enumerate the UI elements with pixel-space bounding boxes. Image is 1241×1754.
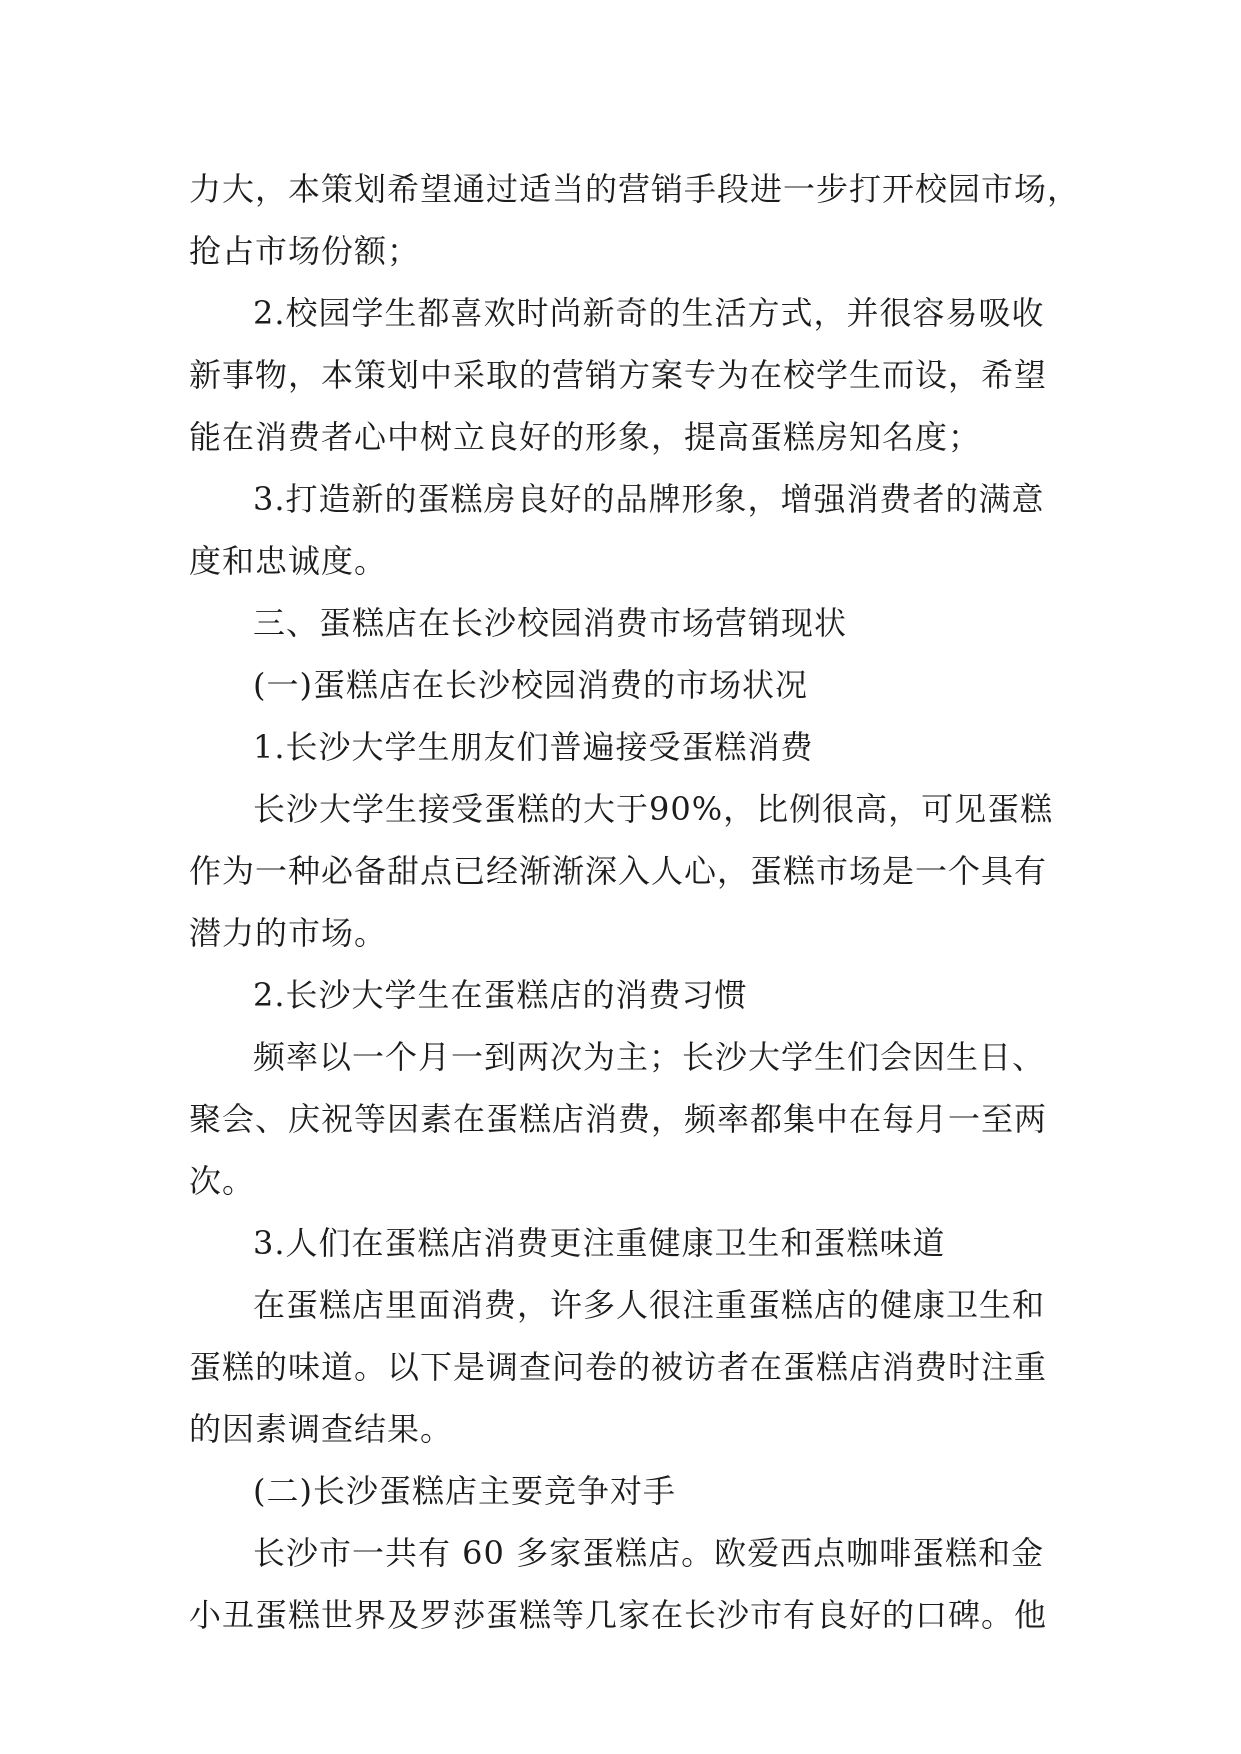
text-line: 的因素调查结果。 [189, 1410, 454, 1448]
item-heading: 2.长沙大学生在蛋糕店的消费习惯 [253, 976, 748, 1014]
text-line: 潜力的市场。 [189, 914, 388, 952]
text-line: 小丑蛋糕世界及罗莎蛋糕等几家在长沙市有良好的口碑。他 [189, 1596, 1048, 1634]
text-line: 3.打造新的蛋糕房良好的品牌形象，增强消费者的满意 [253, 480, 1045, 518]
text-line: 新事物，本策划中采取的营销方案专为在校学生而设，希望 [189, 356, 1048, 394]
text-line: 度和忠诚度。 [189, 542, 388, 580]
text-line: 次。 [189, 1162, 256, 1200]
text-line: 能在消费者心中树立良好的形象，提高蛋糕房知名度； [189, 418, 982, 456]
text-line: 频率以一个月一到两次为主；长沙大学生们会因生日、 [253, 1038, 1046, 1076]
subsection-heading: (一)蛋糕店在长沙校园消费的市场状况 [253, 666, 808, 704]
text-line: 力大，本策划希望通过适当的营销手段进一步打开校园市场， [189, 170, 1081, 208]
body-text [189, 158, 1081, 1646]
text-line: 在蛋糕店里面消费，许多人很注重蛋糕店的健康卫生和 [253, 1286, 1046, 1324]
text-line: 抢占市场份额； [189, 232, 421, 270]
item-heading: 1.长沙大学生朋友们普遍接受蛋糕消费 [253, 728, 814, 766]
item-heading: 3.人们在蛋糕店消费更注重健康卫生和蛋糕味道 [253, 1224, 946, 1262]
text-line: 作为一种必备甜点已经渐渐深入人心，蛋糕市场是一个具有 [189, 852, 1048, 890]
text-line: 长沙大学生接受蛋糕的大于90%，比例很高，可见蛋糕 [253, 790, 1054, 828]
text-line: 蛋糕的味道。以下是调查问卷的被访者在蛋糕店消费时注重 [189, 1348, 1048, 1386]
text-line: 2.校园学生都喜欢时尚新奇的生活方式，并很容易吸收 [253, 294, 1045, 332]
text-line: 聚会、庆祝等因素在蛋糕店消费，频率都集中在每月一至两 [189, 1100, 1048, 1138]
section-heading: 三、蛋糕店在长沙校园消费市场营销现状 [253, 604, 848, 642]
text-line: 长沙市一共有 60 多家蛋糕店。欧爱西点咖啡蛋糕和金 [253, 1534, 1045, 1572]
subsection-heading: (二)长沙蛋糕店主要竞争对手 [253, 1472, 676, 1510]
